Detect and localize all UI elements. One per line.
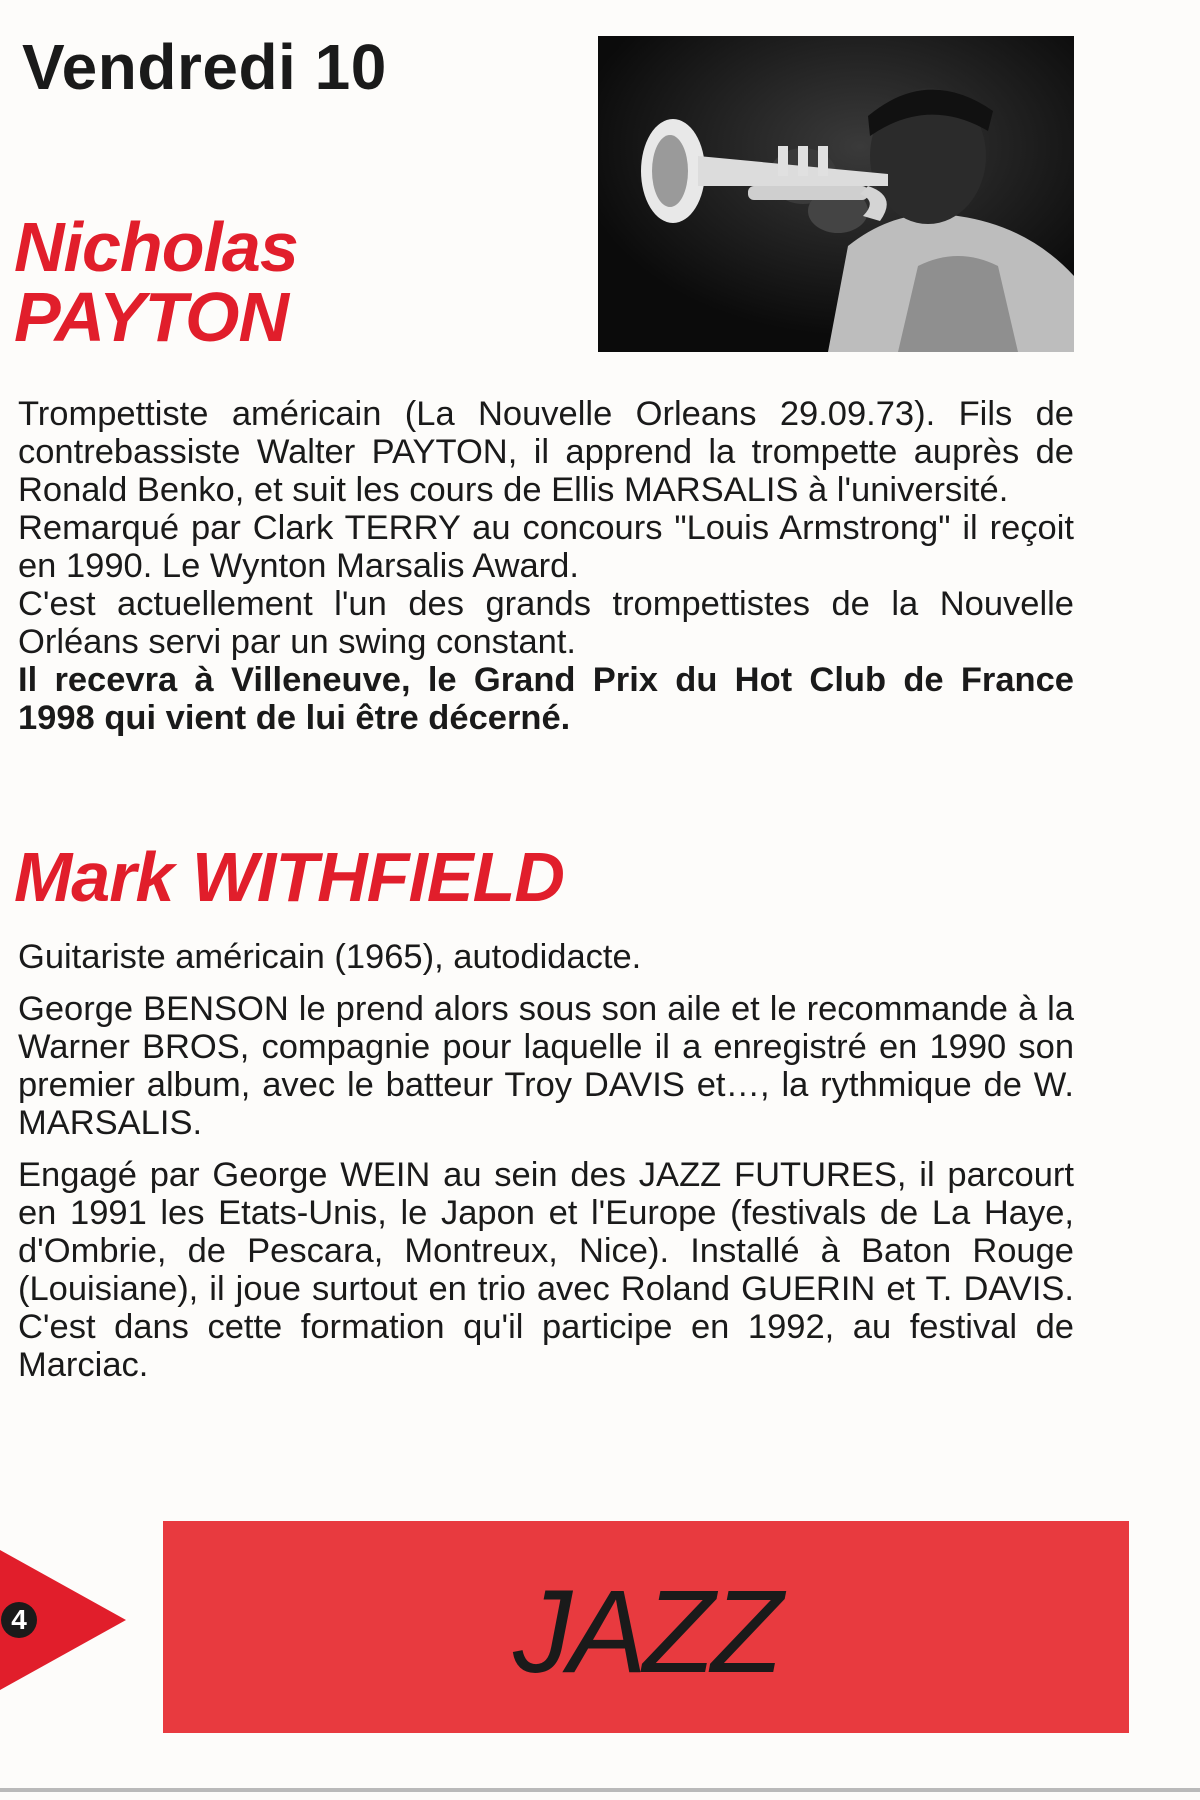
bio-paragraph: Engagé par George WEIN au sein des JAZZ FUTURES, il parcourt en 1991 les Etats-Unis, le Japon et l'Europe (festivals de La Haye, d'Ombrie, de Pescara, Montreux, Nice). Installé à Baton Rouge (Louisiane), il joue surtout en trio avec Roland GUERIN et T. DAVIS. C'est dans cette formation qu'il participe en 1992, au festival de Marciac. <box>18 1156 1074 1384</box>
bio-paragraph: George BENSON le prend alors sous son aile et le recommande à la Warner BROS, compagnie pour laquelle il a enregistré en 1990 son premier album, avec le batteur Troy DAVIS et…, la rythmique de W. MARSALIS. <box>18 990 1074 1142</box>
artist-last-name: PAYTON <box>14 278 289 356</box>
bio-paragraph: Remarqué par Clark TERRY au concours "Louis Armstrong" il reçoit en 1990. Le Wynton Marsalis Award. <box>18 509 1074 585</box>
bio-paragraph: Guitariste américain (1965), autodidacte. <box>18 938 642 976</box>
banner-label: JAZZ <box>513 1566 779 1698</box>
artist-name-payton <box>14 208 298 356</box>
artist-first-name: Nicholas <box>14 208 298 286</box>
bio-highlight: Il recevra à Villeneuve, le Grand Prix du Hot Club de France 1998 qui vient de lui être décerné. <box>18 661 1074 737</box>
divider <box>0 1788 1200 1792</box>
jazz-banner <box>163 1521 1129 1733</box>
artist-bio-payton <box>18 395 1074 737</box>
page-title: Vendredi 10 <box>22 31 387 103</box>
bio-paragraph: Trompettiste américain (La Nouvelle Orleans 29.09.73). Fils de contrebassiste Walter PAYTON, il apprend la trompette auprès de Ronald Benko, et suit les cours de Ellis MARSALIS à l'université. <box>18 395 1074 509</box>
artist-bio-withfield <box>18 938 1074 1398</box>
bio-paragraph: C'est actuellement l'un des grands trompettistes de la Nouvelle Orléans servi par un swing constant. <box>18 585 1074 661</box>
page-number: 4 <box>11 1604 27 1635</box>
trumpet-player-photo <box>598 36 1074 352</box>
artist-name-withfield: Mark WITHFIELD <box>14 838 564 916</box>
